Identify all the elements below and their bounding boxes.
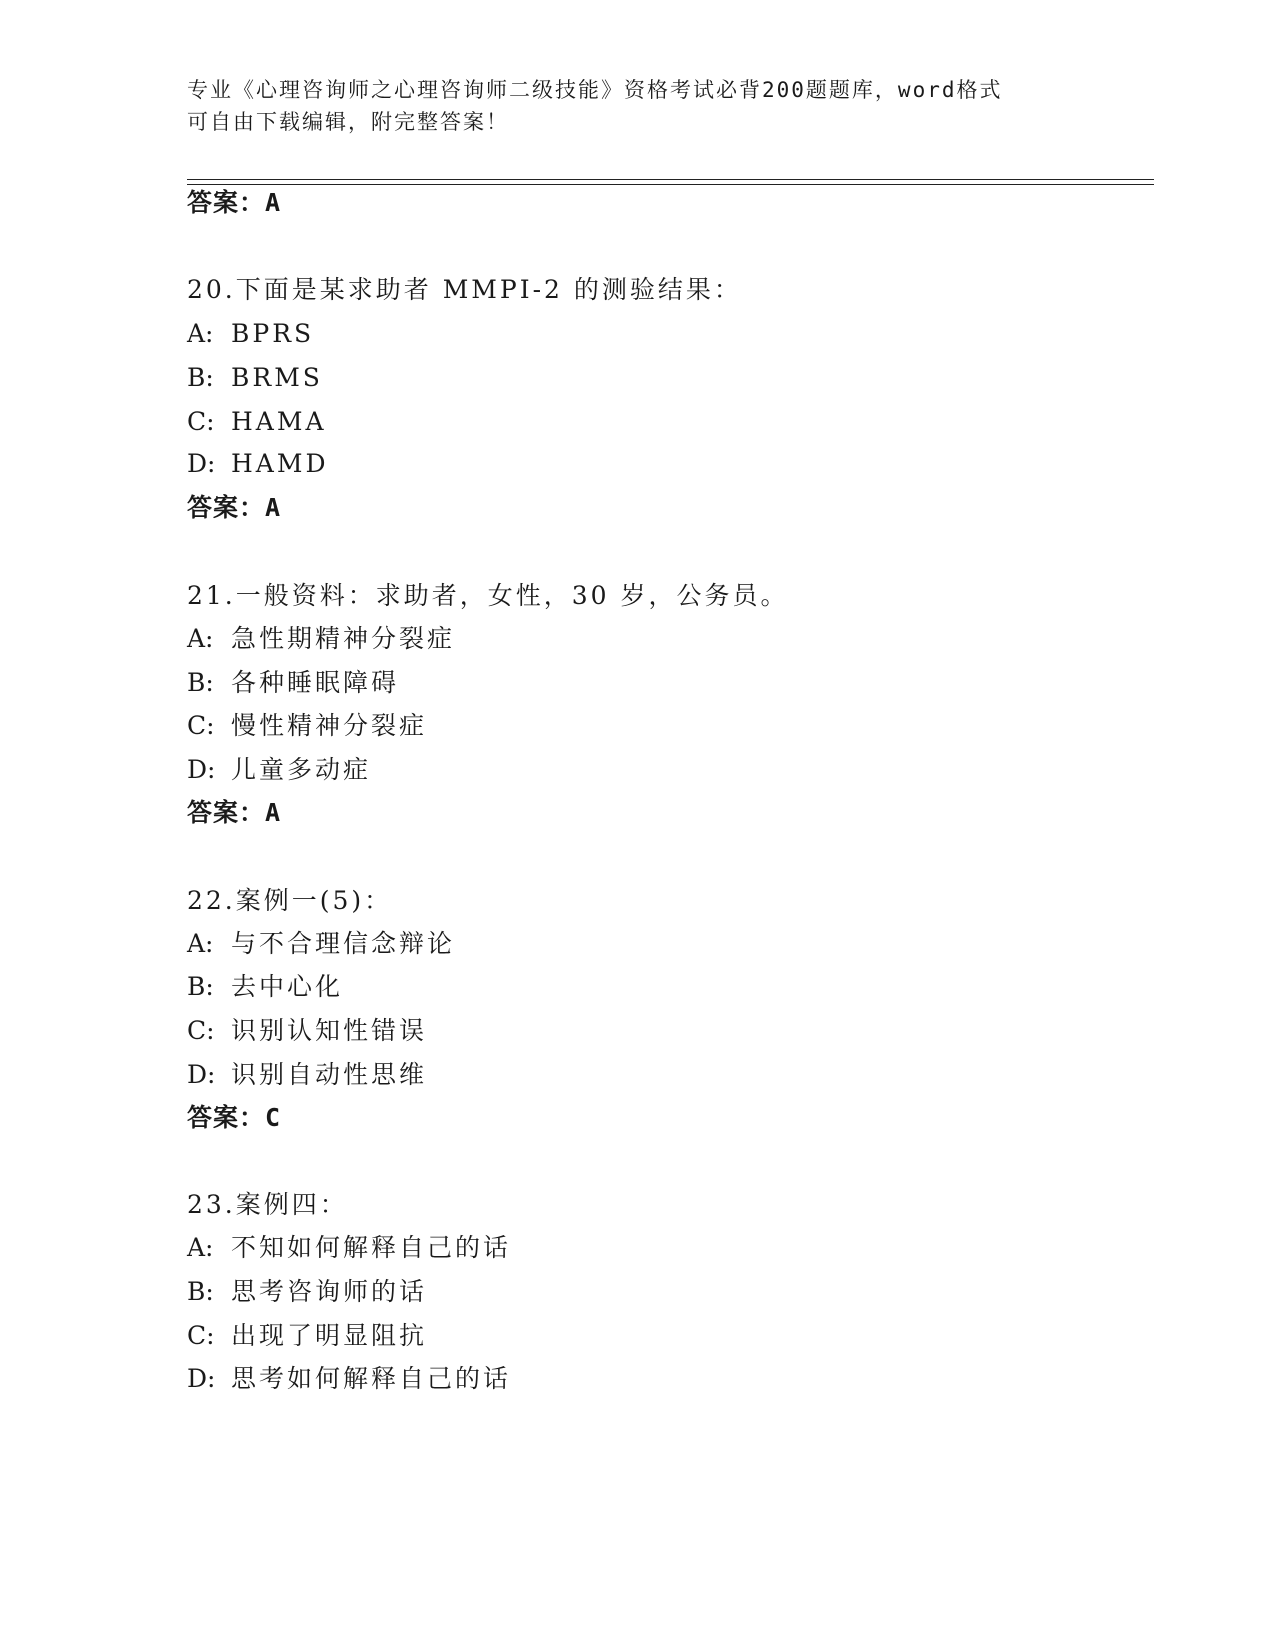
question-21-stem: 21.一般资料：求助者，女性，30 岁，公务员。	[187, 581, 789, 610]
question-23-option-d	[187, 1364, 511, 1394]
option-text: 各种睡眠障碍	[231, 668, 400, 697]
question-20-stem: 20.下面是某求助者 MMPI-2 的测验结果：	[187, 275, 742, 304]
option-key: A:	[187, 319, 214, 348]
option-key: B:	[187, 668, 214, 697]
question-20-option-c	[187, 407, 327, 437]
header-title-line-2: 可自由下载编辑，附完整答案！	[187, 110, 509, 134]
option-key: B:	[187, 363, 214, 392]
question-22-option-c	[187, 1016, 427, 1046]
header-divider-bottom	[187, 184, 1154, 185]
option-text: 识别自动性思维	[231, 1060, 428, 1089]
question-21-option-b	[187, 668, 399, 698]
header-title-line-1: 专业《心理咨询师之心理咨询师二级技能》资格考试必背200题题库，word格式	[187, 78, 1003, 102]
question-21-option-c	[187, 711, 427, 741]
question-23-option-b	[187, 1277, 427, 1307]
header-divider-top	[187, 179, 1154, 180]
option-key: D:	[187, 1060, 216, 1089]
question-22-stem: 22.案例一(5)：	[187, 886, 393, 915]
option-text: 与不合理信念辩论	[231, 929, 456, 958]
option-key: D:	[187, 1364, 216, 1393]
option-key: D:	[187, 755, 216, 784]
option-text: 出现了明显阻抗	[231, 1321, 428, 1350]
question-23-option-c	[187, 1321, 427, 1351]
option-text: 儿童多动症	[231, 755, 372, 784]
question-23-stem: 23.案例四：	[187, 1190, 348, 1219]
option-text: 慢性精神分裂症	[231, 711, 428, 740]
question-20-answer: 答案：A	[187, 493, 282, 522]
option-text: 思考咨询师的话	[231, 1277, 428, 1306]
option-text: 思考如何解释自己的话	[231, 1364, 512, 1393]
option-key: A:	[187, 1233, 214, 1262]
option-text: BRMS	[231, 363, 323, 392]
option-key: C:	[187, 407, 215, 436]
question-23-option-a	[187, 1233, 511, 1263]
question-21-option-d	[187, 755, 371, 785]
option-text: HAMA	[231, 407, 327, 436]
question-21-answer: 答案：A	[187, 798, 282, 827]
option-key: D:	[187, 449, 216, 478]
question-20-option-d	[187, 449, 329, 479]
question-21-option-a	[187, 624, 455, 654]
question-22-answer: 答案：C	[187, 1103, 282, 1132]
option-text: HAMD	[231, 449, 329, 478]
option-key: C:	[187, 711, 215, 740]
question-22-option-b	[187, 972, 343, 1002]
option-key: B:	[187, 972, 214, 1001]
option-key: C:	[187, 1321, 215, 1350]
option-key: A:	[187, 929, 214, 958]
option-text: 去中心化	[231, 972, 344, 1001]
answer-previous: 答案：A	[187, 188, 282, 217]
option-text: 识别认知性错误	[231, 1016, 428, 1045]
question-22-option-a	[187, 929, 455, 959]
option-key: A:	[187, 624, 214, 653]
question-22-option-d	[187, 1060, 427, 1090]
question-20-option-b	[187, 363, 323, 393]
option-key: B:	[187, 1277, 214, 1306]
option-text: 急性期精神分裂症	[231, 624, 456, 653]
option-text: 不知如何解释自己的话	[231, 1233, 512, 1262]
question-20-option-a	[187, 319, 314, 349]
document-header	[187, 74, 1067, 138]
option-key: C:	[187, 1016, 215, 1045]
option-text: BPRS	[231, 319, 315, 348]
